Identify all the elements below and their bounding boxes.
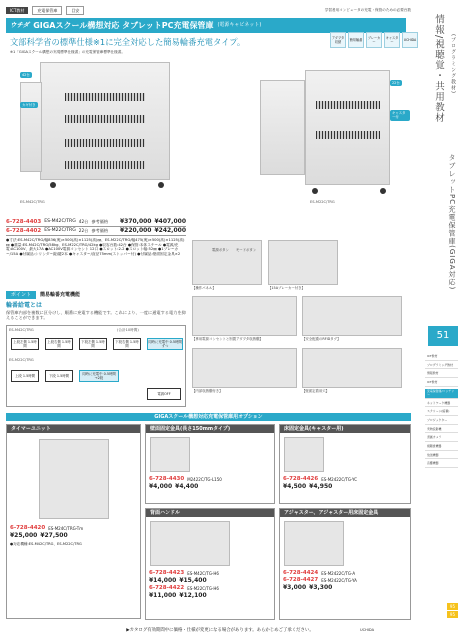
cabinet-shelf: [65, 139, 145, 147]
spec-text: ●寸法:ES-M42C/TRG/幅836(奥)×500(高)×1125(高)㎜、ES-M22C/TRG/幅475(奥)×500(高)×1125(高)㎜ ●重量:ES-M42C/TRG/58kg、ES-M22C/TRG/42kg ●収容台数:42台 ●保管:本体スチール ●電源/充電:AC100V、最大17A ●AC100V電源コンセント 12口 ●スロット:2-2 ●スロット幅:52㎜ ●1ブレーカー/15A ●付属品:シリンダー錠/鍵2本 ●キャスター/直径75mm(ストッパー付) ●付属品:壁面固定金具×2: [6, 238, 185, 256]
flow-model-22: ES-M22C/TRG: [9, 358, 34, 362]
adjuster-price-row: [280, 584, 410, 592]
wall-price-row: [146, 483, 274, 491]
timer-price-row: [7, 532, 140, 540]
flow-step: 上段 1.5時間: [11, 370, 39, 382]
price-row: [6, 227, 186, 236]
point-description: 保管庫内部を複数に区分けし、順番に充電する機能です。これにより、一度に通電する電力を抑えることができます。: [6, 309, 186, 320]
price-label: 参考価格: [91, 219, 109, 225]
handle-price-2: [146, 592, 274, 600]
floor-code-row: [280, 476, 410, 483]
timer-code-row: [7, 525, 140, 532]
breaker-icon: ブレーカー: [366, 32, 382, 48]
wall-bracket-photo: [150, 437, 190, 472]
capacity-badge: 22台: [392, 81, 400, 85]
section-heading: 壁面固定金具(長さ150mmタイプ): [146, 425, 274, 433]
floor-bracket-photo: [284, 437, 324, 472]
photo-caption: 【操作パネル】: [192, 286, 216, 290]
cabinet-22-body: [305, 70, 390, 185]
operation-panel-photo: [192, 240, 262, 285]
capacity-badge: 42台: [22, 73, 30, 77]
page-tab: 95: [447, 611, 458, 618]
product-code: 6-728-4403: [6, 218, 42, 225]
product-code: 6-728-4420: [10, 525, 46, 532]
photo-caption: 電源ボタン: [212, 248, 229, 252]
detail-photos: [192, 240, 410, 400]
product-model: ES-M42C/TRG: [44, 219, 76, 225]
cabinet-22-door: [260, 80, 305, 175]
right-note-badge: 目安: [66, 6, 84, 15]
rail-index-item[interactable]: 放送機器: [425, 453, 458, 460]
tax-price: ¥15,400: [179, 577, 207, 585]
category-tag: ICT教材: [6, 7, 28, 14]
price-row: [6, 218, 186, 227]
adjuster-row-2: [280, 577, 410, 584]
rail-category: タブレットPC充電保管庫(GIGA対応): [448, 154, 456, 291]
timer-section: [6, 424, 141, 619]
product-subtitle: (電源キャビネット): [217, 22, 262, 29]
product-code: 6-728-4422: [149, 584, 185, 591]
photo-caption: 【内部収納棚付き】: [192, 389, 223, 393]
caster-icon: キャスター: [384, 32, 400, 48]
price-table: [6, 218, 186, 236]
rail-index-item-active[interactable]: 充電保管庫/バッテリー: [425, 389, 458, 399]
photo-caption: 【専用電源コンセントと別置アダプタ収納棚】: [192, 337, 263, 341]
page-number: 51: [428, 326, 458, 346]
timer-note: ●対応機種:ES-M42C/TRG、ES-M22C/TRG: [10, 541, 82, 546]
flow-step: 下段右側 1.5時間: [113, 338, 141, 350]
rail-subtitle: (プログラミング教材): [450, 34, 456, 94]
caster-chip: キャスター付: [390, 110, 410, 121]
shelf-photo: [192, 348, 297, 388]
right-note: 学習者用コンピュータの充電・保管のための必要台数: [324, 8, 411, 13]
product-header: [6, 18, 406, 33]
point-lead: [6, 302, 186, 320]
cabinet-shelf: [65, 93, 145, 101]
price-value: ¥3,000: [283, 584, 307, 591]
adjuster-row-1: [280, 570, 410, 577]
caster-icon: [50, 182, 56, 188]
product-image-22: [260, 70, 410, 210]
wall-hole-photo: [302, 348, 402, 388]
rail-index-item[interactable]: スクリーン(暗幕): [425, 409, 458, 416]
outlet-photo: [192, 296, 297, 336]
top-tag-bar: [6, 6, 411, 15]
flow-step: 下段 1.5時間: [45, 370, 73, 382]
rail-index: [425, 354, 458, 468]
brand-logo: ウチダ: [10, 21, 30, 30]
breaker-photo: [268, 240, 338, 285]
photo-caption: モードボタン: [236, 248, 257, 252]
product-model: ES-M2422C/TG-YC: [321, 477, 357, 483]
section-heading: アジャスター、アジャスター用床固定金具: [280, 509, 410, 517]
product-model: ES-M22C/TG-H6: [187, 585, 219, 591]
photo-caption: 【壁面定着用穴】: [302, 389, 330, 393]
page-tab: 95: [447, 603, 458, 610]
product-model: ES-M24C/TRG-Tm: [48, 526, 84, 532]
rail-index-item[interactable]: 音響機器: [425, 461, 458, 468]
subcategory-tag: 充電保管庫: [32, 6, 62, 15]
price-value: ¥220,000: [119, 227, 152, 235]
rear-handle-section: [145, 508, 275, 620]
model-label: ES-M22C/TRG: [310, 200, 335, 204]
flow-step: 電源OFF: [147, 388, 181, 400]
price-value: ¥4,000: [149, 483, 173, 491]
rail-index-item[interactable]: ICT教材: [425, 354, 458, 361]
rail-index-item[interactable]: ネットワーク機器: [425, 401, 458, 408]
adjuster-photo: [284, 521, 344, 566]
lead-text: 文部科学省の標準仕様※1に完全対応した簡易輪番充電タイプ。: [10, 37, 246, 47]
tax-price: ¥4,400: [175, 483, 199, 491]
handle-row-2: [146, 585, 274, 592]
flow-model-42: ES-M42C/TRG: [9, 328, 34, 332]
lock-chip: カギ付き: [22, 103, 36, 107]
footer-logo: UCHIDA: [360, 628, 375, 632]
handle-price-1: [146, 577, 274, 585]
product-model: ES-M42C/TG-H6: [187, 571, 219, 577]
cabinet-42-body: [40, 62, 170, 180]
flow-note: (合計10時間): [117, 328, 139, 332]
product-code: 6-728-4423: [149, 570, 185, 577]
product-code: 6-728-4402: [6, 227, 42, 234]
caster-icon: [158, 182, 164, 188]
caster-icon: [380, 188, 386, 194]
price-value: ¥11,000: [149, 591, 177, 599]
product-qty: 22台: [78, 228, 89, 234]
tax-price: ¥3,300: [309, 584, 333, 591]
rail-index-item[interactable]: プログラミング教材: [425, 363, 458, 370]
maker-icon: UCHIDA: [402, 32, 418, 48]
caster-icon: [312, 188, 318, 194]
rail-index-item[interactable]: プロジェクター: [425, 418, 458, 425]
product-qty: 42台: [78, 219, 89, 225]
product-image-42: [20, 62, 170, 212]
cabinet-shelf: [65, 161, 145, 169]
cabinet-42-door: [20, 82, 42, 172]
flow-step: 同時に充電中 0.5時間→2段: [79, 370, 119, 382]
rotation-icon: 簡易輪番: [348, 32, 364, 48]
rail-bottom: [447, 603, 458, 618]
product-title: GIGAスクール構想対応 タブレットPC充電保管庫: [33, 20, 214, 30]
photo-caption: 【安全配慮のRFIDタグ】: [302, 337, 341, 341]
point-heading: 輪番給電とは: [6, 302, 43, 309]
product-code: 6-728-4427: [283, 577, 319, 584]
tax-price: ¥4,950: [309, 483, 333, 491]
tax-price: ¥27,500: [40, 532, 68, 540]
price-value: ¥14,000: [149, 577, 177, 585]
rotation-flow-diagram: [6, 325, 186, 407]
model-label: ES-M42C/TRG: [20, 200, 45, 204]
tax-price: ¥242,000: [154, 227, 186, 235]
rail-index-item[interactable]: 書画カメラ: [425, 435, 458, 442]
price-value: ¥4,500: [283, 483, 307, 491]
right-rail: [414, 4, 458, 640]
rail-index-item[interactable]: 情報教材: [425, 371, 458, 378]
floor-bracket-section: [279, 424, 411, 504]
product-model: ES-M2422C/TG-A: [321, 571, 356, 577]
rail-title: 情報/視聴覚・共用教材: [433, 14, 444, 124]
spec-icon-row: [330, 32, 418, 48]
cabinet-shelf: [65, 115, 145, 123]
product-code: 6-728-4424: [283, 570, 319, 577]
options-bar: GIGAスクール構想対応充電保管庫用オプション: [6, 413, 411, 421]
section-heading: 床固定金具(キャスター用): [280, 425, 410, 433]
adapter-icon: アダプタ収納: [330, 32, 346, 48]
flow-step: 下段左側 1.5時間: [79, 338, 107, 350]
section-heading: 背面ハンドル: [146, 509, 274, 517]
rear-handle-photo: [150, 521, 230, 566]
cabinet-shelf: [316, 131, 380, 139]
point-label: ポイント: [6, 291, 36, 299]
product-model: ES-M22C/TRG: [44, 228, 76, 234]
floor-price-row: [280, 483, 410, 491]
product-code: 6-728-4426: [283, 476, 319, 483]
rail-index-item[interactable]: ICT教材: [425, 380, 458, 387]
adjuster-section: [279, 508, 411, 620]
price-value: ¥370,000: [119, 218, 152, 226]
flow-step: 上段左側 1.5時間: [11, 338, 39, 350]
wall-bracket-section: [145, 424, 275, 504]
point-header: [6, 290, 186, 300]
price-value: ¥25,000: [10, 532, 38, 540]
footer-note: ▶カタログ有効期間中に価格・仕様が変更になる場合があります。あらかじめご了承ください。: [126, 628, 314, 633]
rail-index-item[interactable]: 視聴覚機器: [425, 444, 458, 451]
product-model: M2422C/TG-L150: [187, 477, 222, 483]
point-title: 簡易輪番充電機能: [40, 291, 81, 298]
product-code: 6-728-4430: [149, 476, 185, 483]
tax-price: ¥12,100: [179, 591, 207, 599]
tax-price: ¥407,000: [154, 218, 186, 226]
flow-step: 上段右側 1.5時間: [45, 338, 73, 350]
flow-step: 同時に充電中 0.5時間ずつ: [148, 339, 182, 348]
rfid-photo: [302, 296, 402, 336]
section-heading: タイマーユニット: [7, 425, 140, 433]
photo-caption: 【15Aブレーカー付き】: [268, 286, 305, 290]
cabinet-shelf: [316, 101, 380, 109]
handle-row-1: [146, 570, 274, 577]
timer-photo: [39, 439, 109, 519]
product-model: ES-M2422C/TG-YA: [321, 578, 357, 584]
price-label: 参考価格: [91, 228, 109, 234]
rail-index-item[interactable]: 実物投影機: [425, 427, 458, 434]
wall-code-row: [146, 476, 274, 483]
lead-note: ※1「GIGAスクール構想の実現標準仕様書」の充電保管庫標準仕様書。: [10, 50, 125, 54]
